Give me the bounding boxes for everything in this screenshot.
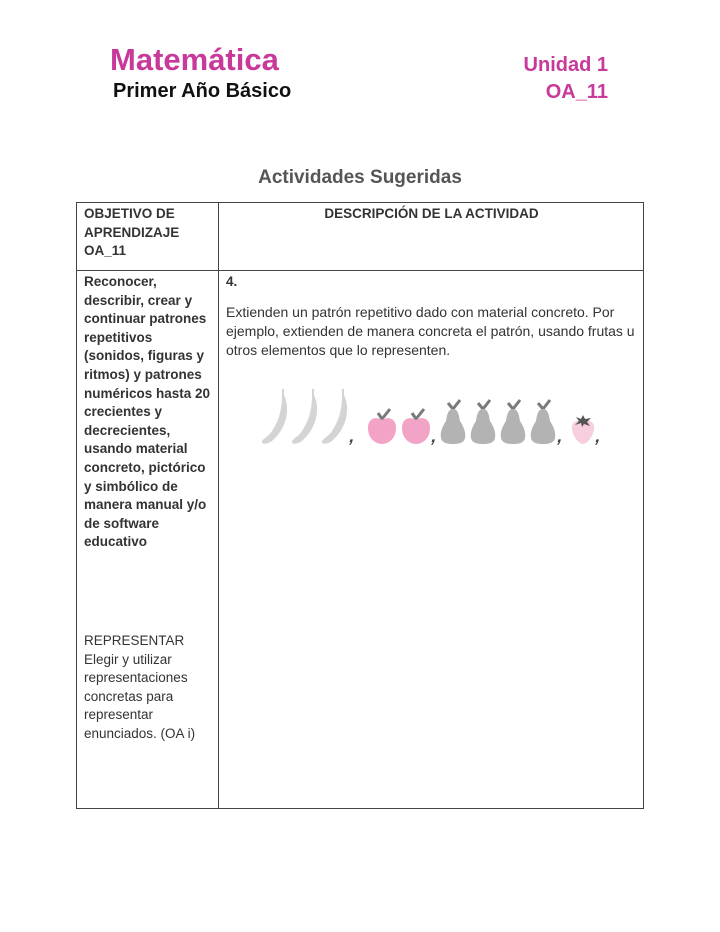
banana-icon: [290, 387, 320, 445]
header-left: [110, 42, 291, 104]
objective-text: Reconocer, describir, crear y continuar patrones repetitivos (sonidos, figuras y ritmos) y patrones numéricos hasta 20 crecientes y decrecientes, usando material concreto, pictórico y simbólico de manera manual y/o de software educativo: [84, 274, 211, 550]
pear-icon: [498, 399, 528, 445]
pear-icon: [438, 399, 468, 445]
section-title: Actividades Sugeridas: [258, 167, 462, 188]
header-right: [524, 52, 608, 106]
pattern-separator: ,: [347, 425, 358, 446]
header-objective-line3: OA_11: [84, 243, 127, 259]
activity-number: 4.: [226, 274, 238, 289]
unit-label: Unidad 1: [523, 54, 608, 76]
banana-icon: [320, 387, 350, 445]
objective-cell: [77, 271, 219, 809]
header-objective-line2: APRENDIZAJE: [84, 224, 180, 240]
header-description-cell: [219, 203, 644, 271]
table-header-row: [77, 203, 644, 271]
apple-icon: [366, 407, 398, 445]
activity-cell: [219, 271, 644, 809]
table-row: [77, 271, 644, 809]
banana-icon: [260, 387, 290, 445]
activities-table: [76, 202, 644, 809]
pattern-separator: ,: [555, 425, 566, 446]
oa-code: OA_11: [545, 81, 608, 103]
apple-icon: [400, 407, 432, 445]
subject-title: Matemática: [110, 42, 279, 77]
pattern-separator: ,: [429, 425, 440, 446]
skill-title: REPRESENTAR: [84, 632, 185, 648]
strawberry-icon: [570, 413, 596, 445]
grade-level: Primer Año Básico: [113, 80, 292, 102]
pattern-separator: ,: [593, 425, 604, 446]
pear-icon: [468, 399, 498, 445]
activity-description: Extienden un patrón repetitivo dado con material concreto. Por ejemplo, extienden de manera concreta el patrón, usando frutas u otros elementos que lo representen.: [226, 303, 635, 358]
fruit-pattern: [260, 385, 637, 445]
pear-icon: [528, 399, 558, 445]
header-description: DESCRIPCIÓN DE LA ACTIVIDAD: [324, 206, 539, 221]
header-objective-cell: [77, 203, 219, 271]
skill-description: Elegir y utilizar representaciones concretas para representar enunciados. (OA i): [84, 651, 196, 741]
skill-block: [84, 632, 212, 744]
header-objective-line1: OBJETIVO DE: [84, 206, 175, 221]
